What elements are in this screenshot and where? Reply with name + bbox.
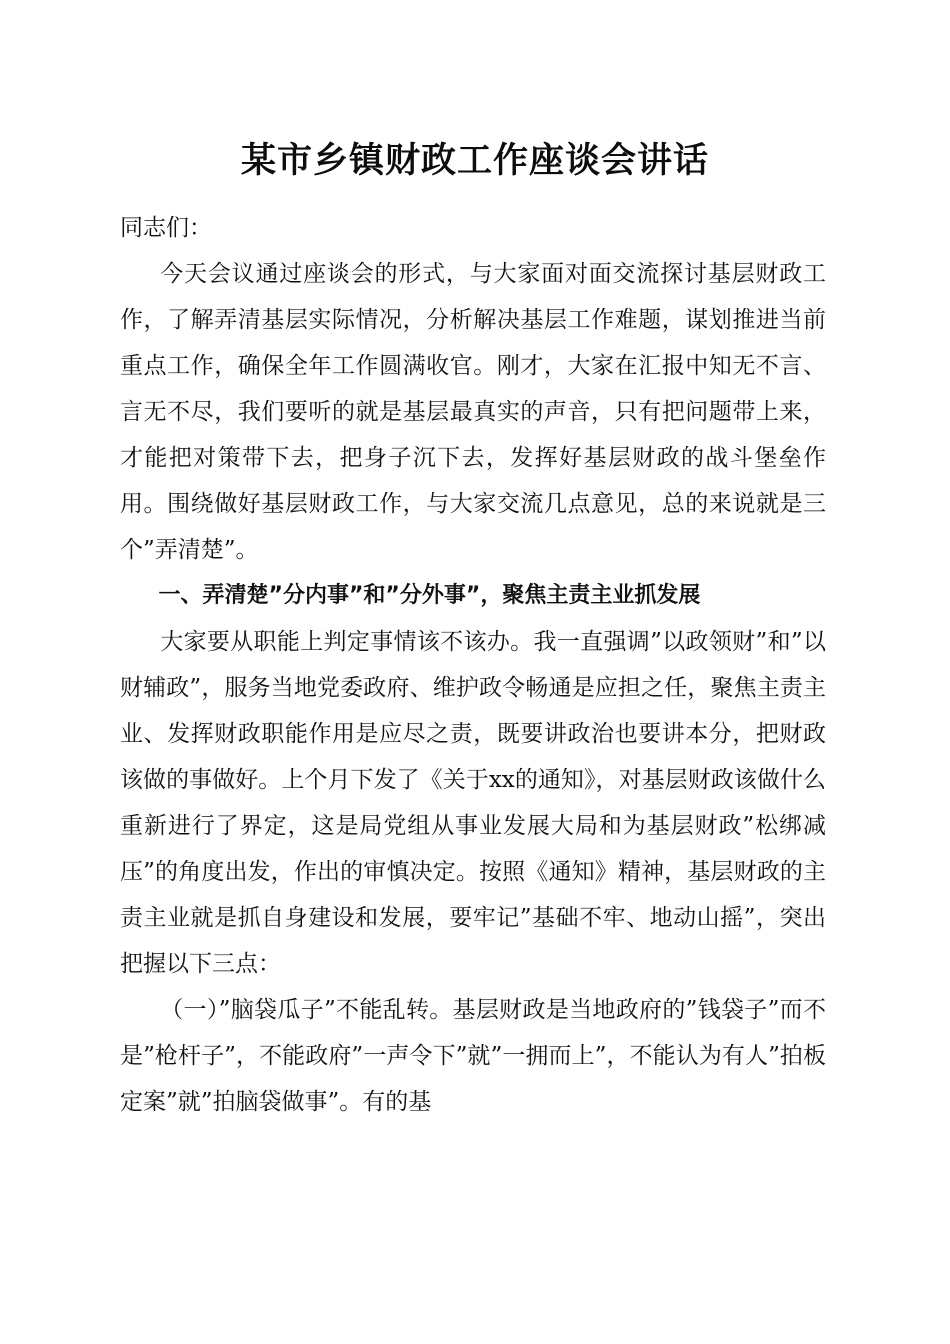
document-title: 某市乡镇财政工作座谈会讲话 xyxy=(240,140,709,181)
subsection-1-paragraph: （一）”脑袋瓜子”不能乱转。基层财政是当地政府的”钱袋子”而不是”枪杆子”，不能政府”一声令下”就”一拥而上”，不能认为有人”拍板定案”就”拍脑袋做事”。有的基 xyxy=(120,997,826,1115)
document-body xyxy=(120,205,826,1125)
salutation: 同志们： xyxy=(120,215,212,241)
section-1-heading: 一、弄清楚”分内事”和”分外事”，聚焦主责主业抓发展 xyxy=(158,583,701,608)
section-1-paragraph: 大家要从职能上判定事情该不该办。我一直强调”以政领财”和”以财辅政”，服务当地党委政府、维护政令畅通是应担之任，聚焦主责主业、发挥财政职能作用是应尽之责，既要讲政治也要讲本分，把财政该做的事做好。上个月下发了《关于xx的通知》，对基层财政该做什么重新进行了界定，这是局党组从事业发展大局和为基层财政”松绑减压”的角度出发，作出的审慎决定。按照《通知》精神，基层财政的主责主业就是抓自身建设和发展，要牢记”基础不牢、地动山摇”，突出把握以下三点： xyxy=(120,629,826,977)
intro-paragraph: 今天会议通过座谈会的形式，与大家面对面交流探讨基层财政工作，了解弄清基层实际情况，分析解决基层工作难题，谋划推进当前重点工作，确保全年工作圆满收官。刚才，大家在汇报中知无不言、言无不尽，我们要听的就是基层最真实的声音，只有把问题带上来，才能把对策带下去，把身子沉下去，发挥好基层财政的战斗堡垒作用。围绕做好基层财政工作，与大家交流几点意见，总的来说就是三个”弄清楚”。 xyxy=(120,261,826,563)
